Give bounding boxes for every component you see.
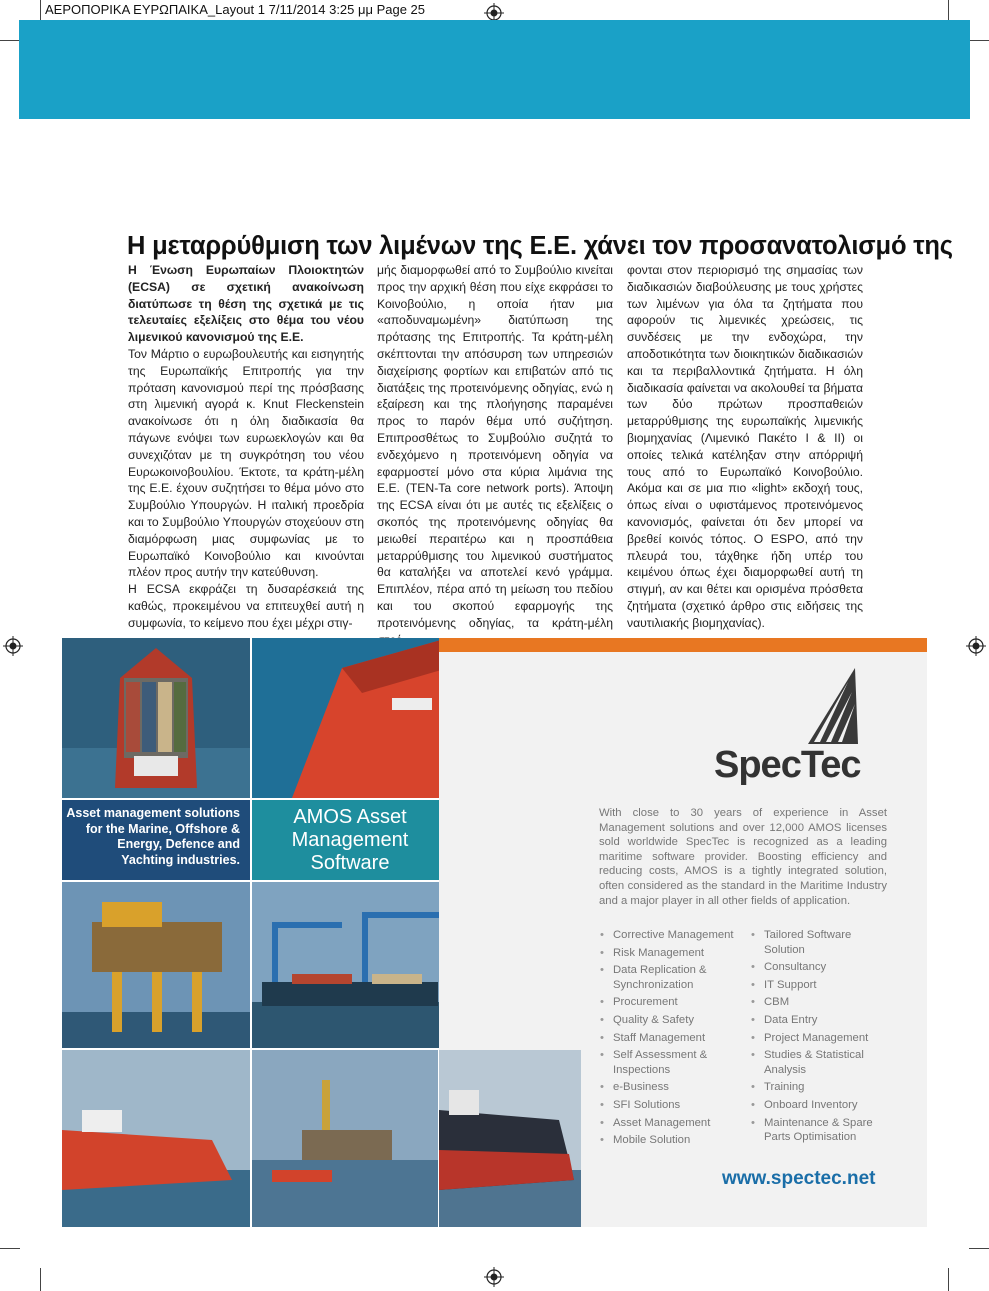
- service-item: • Quality & Safety: [600, 1013, 740, 1028]
- ad-tagline: Asset management solutions for the Marine, Offshore & Energy, Defence and Yachting industries.: [62, 800, 250, 880]
- article-lead: Η Ένωση Ευρωπαίων Πλοιοκτητών (ECSA) σε σχετική ανακοίνωση διατύπωσε τη θέση της σχετικά με τις τελευταίες εξελίξεις στο θέμα του νέου λιμενικού κανονισμού της Ε.Ε.: [128, 263, 364, 345]
- crop-mark: [969, 40, 989, 41]
- service-item: • Data Replication & Synchronization: [600, 963, 740, 992]
- crop-mark: [969, 1248, 989, 1249]
- spectec-logo-text: SpecTec: [714, 744, 861, 786]
- crop-mark: [40, 1268, 41, 1291]
- product-name-line: Software: [310, 852, 390, 874]
- crop-mark: [40, 0, 41, 22]
- crop-mark: [0, 1248, 20, 1249]
- article-column-1: [128, 262, 364, 632]
- service-item: • Staff Management: [600, 1031, 740, 1046]
- crop-mark: [0, 40, 20, 41]
- product-name-line: AMOS Asset: [293, 806, 407, 828]
- services-list-right: [751, 928, 891, 1148]
- panel-accent-strip: [439, 638, 927, 652]
- spectec-logo-icon: [800, 668, 860, 746]
- service-item: • CBM: [751, 995, 891, 1010]
- service-item: • Onboard Inventory: [751, 1098, 891, 1113]
- service-item: • Project Management: [751, 1031, 891, 1046]
- service-item: • Risk Management: [600, 946, 740, 961]
- red-vessel-photo: [62, 1050, 250, 1227]
- service-item: • Procurement: [600, 995, 740, 1010]
- service-item: • Data Entry: [751, 1013, 891, 1028]
- crop-mark: [948, 1268, 949, 1291]
- cargo-ship-photo: [439, 1050, 581, 1227]
- article-paragraph: φονται στον περιορισμό της σημασίας των διαδικασιών διαβούλευσης με τους χρήστες των λιμένων για όλα τα ζητήματα που αφορούν τις λιμενικές χρεώσεις, τις συνδέσεις με την ενδοχώρα, την αποδοτικότητα των διοικητικών διαδικασιών και τα περιβαλλοντικά ζητήματα. Η όλη διαδικασία φαίνεται να ακολουθεί τα βήματα των δύο πρώτων προσπαθειών μεταρρύθμισης της ευρωπαϊκής λιμενικής βιομηχανίας (Λιμενικό Πακέτο I & II) οι οποίες τελικά κατέληξαν στην απόρριψή τους από το Ευρωπαϊκό Κοινοβούλιο. Ακόμα και σε μια πιο «light» εκδοχή τους, όπως είναι ο υφιστάμενος προτεινόμενος κανονισμός, φαίνεται ότι δεν μπορεί να βρεθεί κοινός τόπος. Ο ESPO, από την πλευρά του, τάχθηκε ήδη υπέρ του κειμένου όπως έχει διαμορφωθεί αυτή τη στιγμή, αν και θέτει και ορισμένα πρόσθετα ζητήματα (σχετικό άρθρο στις ειδήσεις της ναυτιλιακής βιομηχανίας).: [627, 263, 863, 630]
- service-item: • Self Assessment & Inspections: [600, 1048, 740, 1077]
- service-item: • SFI Solutions: [600, 1098, 740, 1113]
- service-item: • Asset Management: [600, 1116, 740, 1131]
- offshore-platform-photo: [62, 882, 250, 1048]
- header-band: [19, 20, 970, 119]
- product-name-line: Management: [291, 829, 409, 851]
- product-name: [252, 800, 448, 880]
- crop-mark: [948, 0, 949, 22]
- drilling-rig-photo: [252, 1050, 438, 1227]
- service-item: • IT Support: [751, 978, 891, 993]
- services-list-left: [600, 928, 740, 1151]
- website-link[interactable]: www.spectec.net: [722, 1168, 876, 1189]
- service-item: • Mobile Solution: [600, 1133, 740, 1148]
- service-item: • Tailored Software Solution: [751, 928, 891, 957]
- service-item: • Corrective Management: [600, 928, 740, 943]
- service-item: • Maintenance & Spare Parts Optimisation: [751, 1116, 891, 1145]
- container-ship-photo: [62, 638, 250, 798]
- article-paragraph: Τον Μάρτιο ο ευρωβουλευτής και εισηγητής της Ευρωπαϊκής Επιτροπής για την πρόταση κανονισμού περί της πρόσβασης στη λιμενική αγορά κ. Knut Fleckenstein ανακοίνωσε ότι η όλη διαδικασία θα πάγωνε ενόψει των ευρωεκλογών και θα συνεχιζόταν με τη συγκρότηση του νέου Ευρωκοινοβουλίου. Έκτοτε, τα κράτη-μέλη της Ε.Ε. έχουν συζητήσει το θέμα μόνο στο Συμβούλιο Υπουργών. Η ιταλική προεδρία και το Συμβούλιο Υπουργών στοχεύουν στη διαμόρφωση μιας συμφωνίας με το Ευρωπαϊκό Κοινοβούλιο και κινούνται πλέον προς αυτήν την κατεύθυνση.: [128, 346, 364, 580]
- registration-mark-icon: [3, 636, 23, 656]
- ad-intro: With close to 30 years of experience in Asset Management solutions and over 12,000 AMOS licenses sold worldwide SpecTec is recognized as a leading maritime software provider. Boosting efficiency and reducing costs, AMOS is a tightly integrated solution, often considered as the standard in the Maritime Industry and a major player in all other fields of application.: [599, 807, 887, 907]
- registration-mark-icon: [966, 636, 986, 656]
- article-paragraph: μής διαμορφωθεί από το Συμβούλιο κινείται προς την αρχική θέση που είχε εκφράσει το Κοινοβούλιο, η οποία ήταν μια «αποδυναμωμένη» διατύπωση της πρότασης της Επιτροπής. Τα κράτη-μέλη σκέπτονται την απόσυρση των υπηρεσιών διαχείρισης φορτίων και επιβατών από τις διατάξεις της προτεινόμενης οδηγίας, ενώ η εξαίρεση και της πλοήγησης παραμένει προς το παρόν θέμα υπό συζήτηση. Επιπροσθέτως το Συμβούλιο συζητά το ενδεχόμενο η προτεινόμενη οδηγία να εφαρμοστεί μόνο στα κύρια λιμάνια της Ε.Ε. (TEN-Ta core network ports). Άποψη της ECSA είναι ότι με αυτές τις εξελίξεις ο σκοπός της προτεινόμενης οδηγίας θα μειωθεί περαιτέρω και η προσπάθεια μεταρρύθμισης του λιμενικού συστήματος θα καταλήξει να αποτελεί κενό γράμμα. Επιπλέον, πέρα από τη μείωση του πεδίου και του σκοπού εφαρμογής της προτεινόμενης οδηγίας, τα κράτη-μέλη: [377, 263, 613, 630]
- port-cranes-photo: [252, 882, 448, 1048]
- article-column-3: [627, 262, 863, 632]
- article-column-2: [377, 262, 613, 648]
- article-paragraph: Η ECSA εκφράζει τη δυσαρέσκειά της καθώς, προκειμένου να επιτευχθεί αυτή η συμφωνία, το κείμενο που έχει μέχρι στιγ-: [128, 582, 364, 630]
- print-slug: ΑΕΡΟΠΟΡΙΚΑ ΕΥΡΩΠΑΙΚΑ_Layout 1 7/11/2014 3:25 μμ Page 25: [45, 2, 426, 17]
- service-item: • Training: [751, 1080, 891, 1095]
- service-item: • Consultancy: [751, 960, 891, 975]
- article-headline: Η μεταρρύθμιση των λιμένων της Ε.Ε. χάνει τον προσανατολισμό της: [127, 232, 953, 261]
- service-item: • e-Business: [600, 1080, 740, 1095]
- red-tanker-photo: [252, 638, 448, 798]
- registration-mark-icon: [484, 1267, 504, 1287]
- service-item: • Studies & Statistical Analysis: [751, 1048, 891, 1077]
